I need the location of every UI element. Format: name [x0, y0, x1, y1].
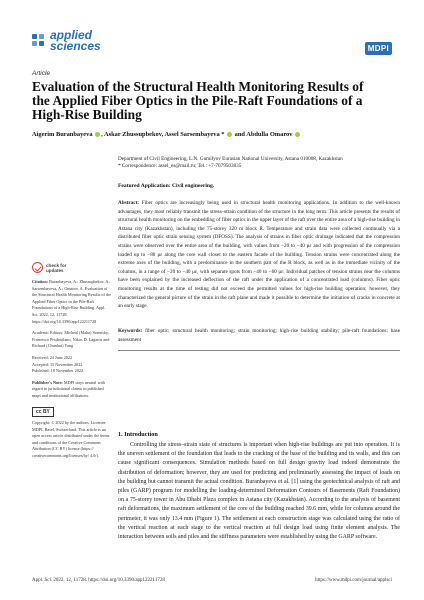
author-list [32, 131, 402, 138]
cc-by-license-icon[interactable]: cc BY [32, 407, 54, 418]
keywords-label: Keywords: [118, 328, 143, 334]
citation-text[interactable]: Buranbayeva, A.; Zhussupbekov, A.; Sarsembayeva, A.; Omarov, A. Evaluation of the Structural Health Monitoring Results of the Applied Fiber Optics in the Pile-Raft Foundations of a High-Rise Building. Appl. Sci. 2022, 12, 11728. https://doi.org/10.3390/app122211728 [32, 279, 112, 324]
abstract [118, 199, 400, 311]
applied-sciences-logo-icon [32, 34, 46, 48]
mdpi-logo[interactable]: MDPI [365, 42, 392, 55]
footer-citation[interactable]: Appl. Sci. 2022, 12, 11728. https://doi.org/10.3390/app122211728 [32, 578, 165, 583]
publisher-note-text: MDPI stays neutral with regard to jurisdictional claims in published maps and institutional affiliations. [32, 379, 105, 398]
featured-application: Featured Application: Civil engineering. [118, 183, 215, 189]
citation-label: Citation: [32, 279, 49, 284]
paper-title: Evaluation of the Structural Health Monitoring Results of the Applied Fiber Optics in the Pile-Raft Foundations of a High-Rise Building [32, 79, 364, 123]
keywords [118, 327, 400, 344]
check-line2: updates [46, 267, 64, 273]
published-date: Published: 18 November 2022 [32, 368, 84, 374]
keywords-text: fiber optic; structural health monitoring; strain monitoring; high-rise building stability; pile-raft foundations; base assessment [118, 328, 400, 343]
abstract-text: Fiber optics are increasingly being used in structural health monitoring applications. In addition to the well-known advantages, they most reliably transmit the stress–strain condition of the structure in the long term. This article presents the results of structural health monitoring on the embedding of fiber optics in the upper layer of the raft over the entire area of a high-rise building in Astana city (Kazakhstan), including the 75-storey 320 m block R. Temperature and strain data were collected continually via a distributed fiber optic strain sensing system (DFOSS). The analysis of strains in fiber optic drainage indicated that the compression strains were observed over the entire area of the building, with values from −20 to −40 με and with progression of the compression loaded up to −80 με along the core wall closer to the eastern facade of the building. Tension strains were concentrated along the extreme axes of the building, with a predominance in the southern part of the R block, as well as in the immediate vicinity of the columns, in a range of −20 to −40 με, with separate spots from −40 to −60 με. Individual patches of tension strains near the columns have been explained by the increased deflection of the raft under the application of a concentrated load (columns). Fiber optic monitoring results at the time of testing did not exceed the permitted values for high-rise building operation; however, they characterized the general picture of the strain in the raft plane and made it possible to determine the initiation of cracks in concrete at an early stage. [118, 200, 400, 310]
author-name[interactable]: Aigerim Buranbayeva [32, 131, 93, 138]
section-divider [118, 350, 400, 351]
orcid-icon[interactable] [95, 132, 100, 137]
citation-block [32, 279, 112, 325]
check-for-updates-label [46, 263, 66, 273]
orcid-icon[interactable] [227, 132, 232, 137]
publisher-note-label: Publisher's Note: [32, 379, 63, 385]
author-name[interactable]: Askar Zhussupbekov [103, 131, 162, 138]
affiliations [118, 156, 398, 170]
publisher-note [32, 380, 112, 400]
journal-logo[interactable] [32, 30, 101, 52]
article-type: Article [32, 70, 51, 77]
author-name[interactable]: Assel Sarsembayeva * [164, 131, 225, 138]
check-for-updates-icon [32, 262, 43, 273]
affiliation-line: Department of Civil Engineering, L.N. Gumilyov Eurasian National University, Astana 010008, Kazakhstan [118, 156, 343, 162]
correspondence-line: * Correspondence: assel_es@mail.ru; Tel.: +7-7079503035 [118, 163, 242, 169]
check-line1: check for [46, 262, 67, 268]
orcid-icon[interactable] [295, 132, 300, 137]
footer-journal-url[interactable]: https://www.mdpi.com/journal/applsci [315, 578, 392, 583]
received-date: Received: 24 June 2022 [32, 354, 73, 360]
copyright-text: Copyright: © 2022 by the authors. Licensee MDPI, Basel, Switzerland. This article is an open access article distributed under the terms and conditions of the Creative Commons Attribution (CC BY) license (https:// creativecommons.org/licenses/by/ 4.0/). [32, 420, 110, 459]
check-for-updates-button[interactable] [32, 262, 112, 273]
section-heading-introduction: 1. Introduction [118, 431, 158, 438]
journal-header [32, 30, 392, 66]
article-sidebar [32, 262, 112, 465]
author-name[interactable]: Abdulla Omarov [246, 131, 293, 138]
journal-name-line1: applied [50, 28, 93, 42]
author-separator: , [101, 131, 104, 138]
author-separator: , [161, 131, 165, 138]
accepted-date: Accepted: 15 November 2022 [32, 361, 83, 367]
academic-editors: Academic Editors: Micheal (Maha) Sorensky, Francesco Prodoxtlano, Nikos D. Lagaros and Richard (Chunhui) Yang [32, 330, 110, 349]
abstract-label: Abstract: [118, 200, 140, 206]
dates-block [32, 355, 112, 375]
journal-name [50, 30, 101, 52]
introduction-paragraph: Controlling the stress–strain state of structures is important when high-rise buildings are put into operation. It is the uneven settlement of the foundation that leads to the cracking of the base of the building and its walls, and this can cause significant consequences. Simulation methods based on full design gravity load indeed demonstrate the distribution of deformation; however, they are used for predicting and preliminarily assessing the impact of loads on the building but cannot transmit the actual condition. Buranbayeva et al. [1] using the geotechnical analysis of raft and piles (GARP) program for modelling the loading-determined Deformation Contours of Basements (Raft Foundation) on a 75-storey tower in Abu Dhabi Plaza complex in Astana city (Kazakhstan). According to the analysis of basement raft deformations, the maximum settlement of the core of the building reached 39.6 mm, while for columns around the perimeter, it was only 13.4 mm (Figure 1). The settlement at each construction stage was calculated using the ratio of the vertical reaction at each stage to the vertical reaction at full design load using finite element analysis. The interaction between soils and piles and the stiffness parameters were established by using the GARP software. [118, 442, 400, 541]
author-separator: and [233, 131, 247, 138]
journal-name-line2: sciences [50, 39, 101, 53]
